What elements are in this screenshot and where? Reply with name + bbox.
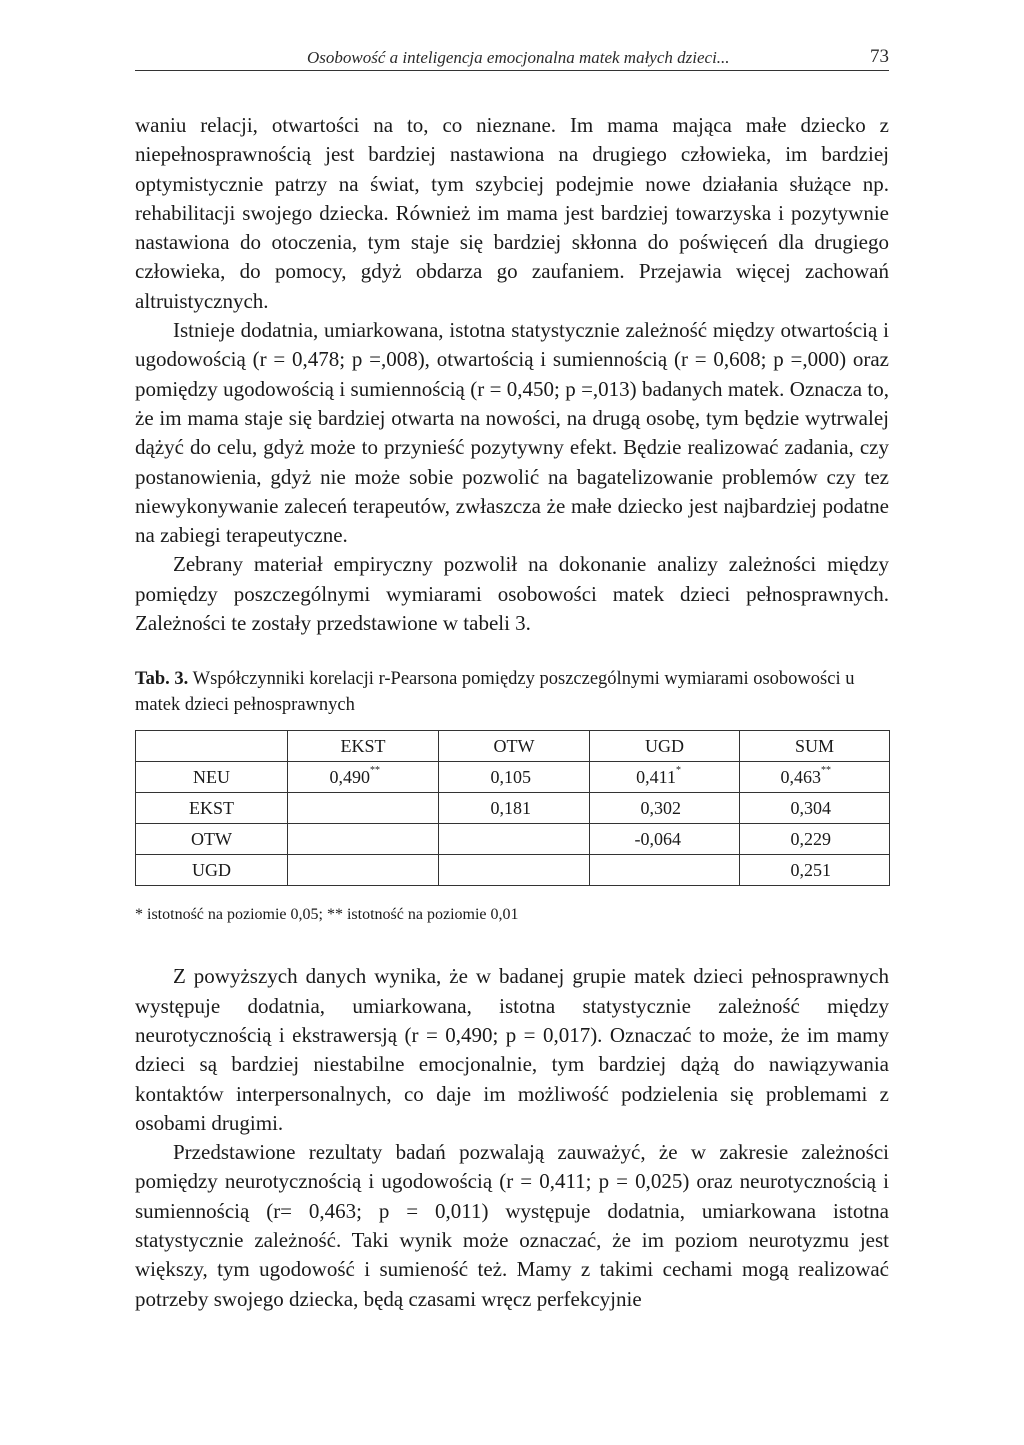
table-caption-label: Tab. 3. — [135, 669, 189, 690]
table-cell — [439, 824, 590, 855]
table-row — [136, 824, 890, 855]
significance-mark: ** — [821, 764, 831, 776]
table-header-cell — [136, 731, 288, 762]
table-cell — [740, 793, 890, 824]
table-caption-text: Współczynniki korelacji r-Pearsona pomiędzy poszczególnymi wymiarami osobowości u matek dzieci pełnosprawnych — [135, 669, 855, 716]
table-header-row — [136, 731, 890, 762]
page-number: 73 — [870, 46, 889, 67]
table-cell — [288, 824, 439, 855]
table-cell — [740, 824, 890, 855]
table-cell — [439, 793, 590, 824]
table-row — [136, 762, 890, 793]
cell-value: 0,302 — [640, 797, 681, 818]
table-header-cell: EKST — [288, 731, 439, 762]
table-cell — [288, 762, 439, 793]
significance-mark: * — [676, 764, 681, 776]
row-label: NEU — [136, 762, 288, 793]
table-row — [136, 855, 890, 886]
cell-value: 0,251 — [790, 859, 831, 880]
table-header-cell: UGD — [590, 731, 740, 762]
row-label: UGD — [136, 855, 288, 886]
table-header-cell: OTW — [439, 731, 590, 762]
cell-value: 0,463 — [780, 766, 821, 787]
cell-value: 0,105 — [490, 766, 531, 787]
table-cell — [740, 855, 890, 886]
table-cell — [439, 855, 590, 886]
cell-value: 0,181 — [490, 797, 531, 818]
cell-value: 0,411 — [636, 766, 676, 787]
table-cell — [590, 824, 740, 855]
table-cell — [439, 762, 590, 793]
running-title: Osobowość a inteligencja emocjonalna matek małych dzieci... — [307, 48, 730, 67]
table-header-cell: SUM — [740, 731, 890, 762]
running-header — [135, 38, 889, 71]
cell-value: 0,490 — [329, 766, 370, 787]
significance-mark: ** — [370, 764, 380, 776]
table-cell — [740, 762, 890, 793]
table-cell — [288, 793, 439, 824]
row-label: EKST — [136, 793, 288, 824]
paragraph: Istnieje dodatnia, umiarkowana, istotna statystycznie zależność między otwartością i ugodowością (r = 0,478; p =,008), otwartością i sumiennością (r = 0,608; p =,000) oraz pomiędzy ugodowością i sumiennością (r = 0,450; p =,013) badanych matek. Oznacza to, że im mama staje się bardziej otwarta na nowości, na drugą osobę, tym będzie wytrwalej dążyć do celu, gdyż może to przynieść pozytywny efekt. Będzie realizować zadania, czy postanowienia, gdyż nie może sobie pozwolić na bagatelizowanie problemów czy tez niewykonywanie zaleceń terapeutów, zwłaszcza że małe dziecko jest najbardziej podatne na zabiegi terapeutyczne. — [135, 318, 889, 548]
body-text-bottom — [135, 962, 889, 1314]
correlation-table — [135, 730, 890, 886]
table-cell — [590, 855, 740, 886]
cell-value: 0,229 — [790, 828, 831, 849]
row-label: OTW — [136, 824, 288, 855]
table-footnote: * istotność na poziomie 0,05; ** istotność na poziomie 0,01 — [135, 906, 519, 924]
table-cell — [288, 855, 439, 886]
body-text-top — [135, 111, 889, 638]
cell-value: 0,304 — [790, 797, 831, 818]
table-cell — [590, 793, 740, 824]
paragraph-continued: waniu relacji, otwartości na to, co nieznane. Im mama mająca małe dziecko z niepełnosprawnością jest bardziej nastawiona na drugiego człowieka, im bardziej optymistycznie patrzy na świat, tym szybciej podejmie nowe działania służące np. rehabilitacji swojego dziecka. Również im mama jest bardziej towarzyska i pozytywnie nastawiona do otoczenia, tym staje się bardziej skłonna do poświęceń dla drugiego człowieka, do pomocy, gdyż obdarza go zaufaniem. Przejawia więcej zachowań altruistycznych. — [135, 113, 889, 313]
document-page — [135, 38, 889, 1314]
table-row — [136, 793, 890, 824]
table-cell — [590, 762, 740, 793]
paragraph: Z powyższych danych wynika, że w badanej grupie matek dzieci pełnosprawnych występuje dodatnia, umiarkowana, istotna statystycznie zależność między neurotycznością i ekstrawersją (r = 0,490; p = 0,017). Oznaczać to może, że im mamy dzieci są bardziej niestabilne emocjonalnie, tym bardziej dążą do nawiązywania kontaktów interpersonalnych, co daje im możliwość podzielenia się problemami z osobami drugimi. — [135, 964, 889, 1135]
paragraph: Przedstawione rezultaty badań pozwalają zauważyć, że w zakresie zależności pomiędzy neurotycznością i ugodowością (r = 0,411; p = 0,025) oraz neurotycznością i sumiennością (r= 0,463; p = 0,011) występuje dodatnia, umiarkowana istotna statystycznie zależność. Taki wynik może oznaczać, że im poziom neurotyzmu jest większy, tym ugodowość i sumieność też. Mamy z takimi cechami mogą realizować potrzeby swojego dziecka, będą czasami wręcz perfekcyjnie — [135, 1140, 889, 1311]
cell-value: -0,064 — [634, 828, 681, 849]
paragraph: Zebrany materiał empiryczny pozwolił na dokonanie analizy zależności między pomiędzy poszczególnymi wymiarami osobowości matek dzieci pełnosprawnych. Zależności te zostały przedstawione w tabeli 3. — [135, 552, 889, 636]
table-caption — [135, 666, 889, 718]
